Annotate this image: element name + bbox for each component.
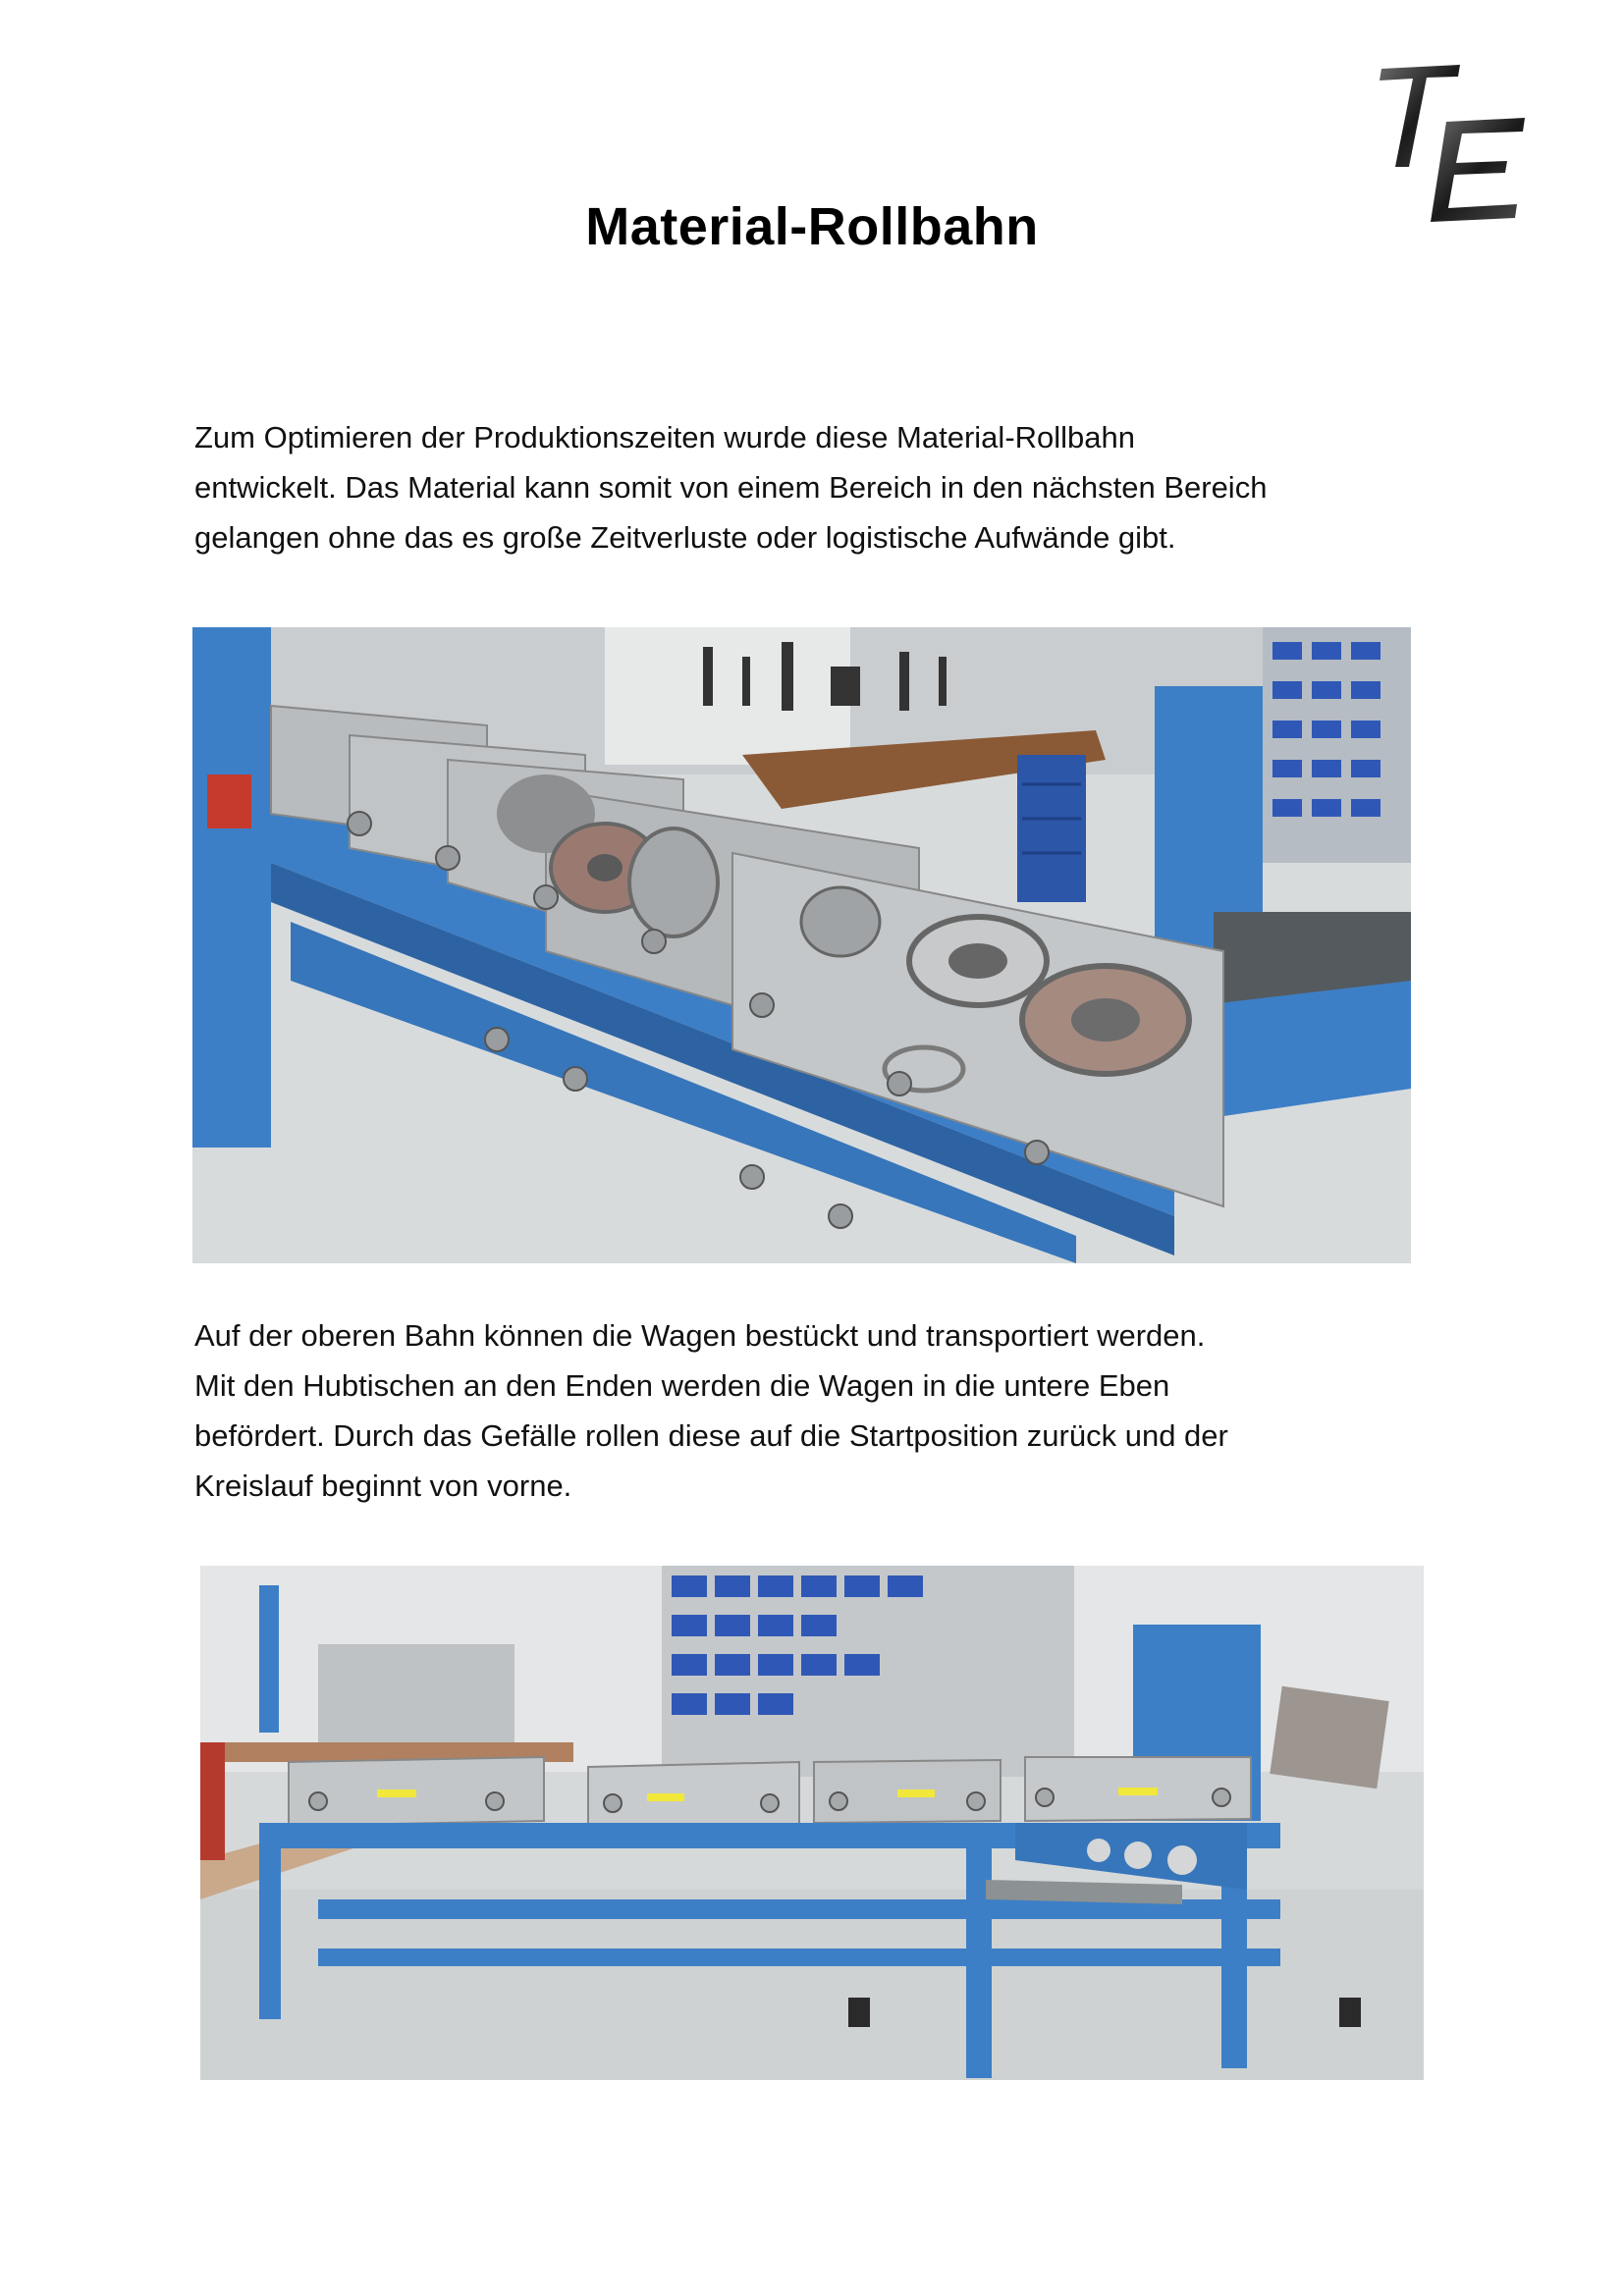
paragraph-line: entwickelt. Das Material kann somit von einem Bereich in den nächsten Bereich <box>194 470 1268 505</box>
conveyor-photo-bottom <box>200 1566 1424 2080</box>
paragraph-line: Zum Optimieren der Produktionszeiten wurde diese Material-Rollbahn <box>194 420 1136 454</box>
page-title: Material-Rollbahn <box>585 197 1039 256</box>
conveyor-photo-top <box>192 627 1411 1263</box>
paragraph-line: Mit den Hubtischen an den Enden werden die Wagen in die untere Eben <box>194 1368 1170 1403</box>
process-paragraph <box>194 1310 1471 1511</box>
paragraph-line: Auf der oberen Bahn können die Wagen bestückt und transportiert werden. <box>194 1318 1206 1353</box>
paragraph-line: Kreislauf beginnt von vorne. <box>194 1468 572 1503</box>
paragraph-line: gelangen ohne das es große Zeitverluste oder logistische Aufwände gibt. <box>194 520 1176 555</box>
intro-paragraph <box>194 412 1471 562</box>
paragraph-line: befördert. Durch das Gefälle rollen diese auf die Startposition zurück und der <box>194 1418 1228 1453</box>
